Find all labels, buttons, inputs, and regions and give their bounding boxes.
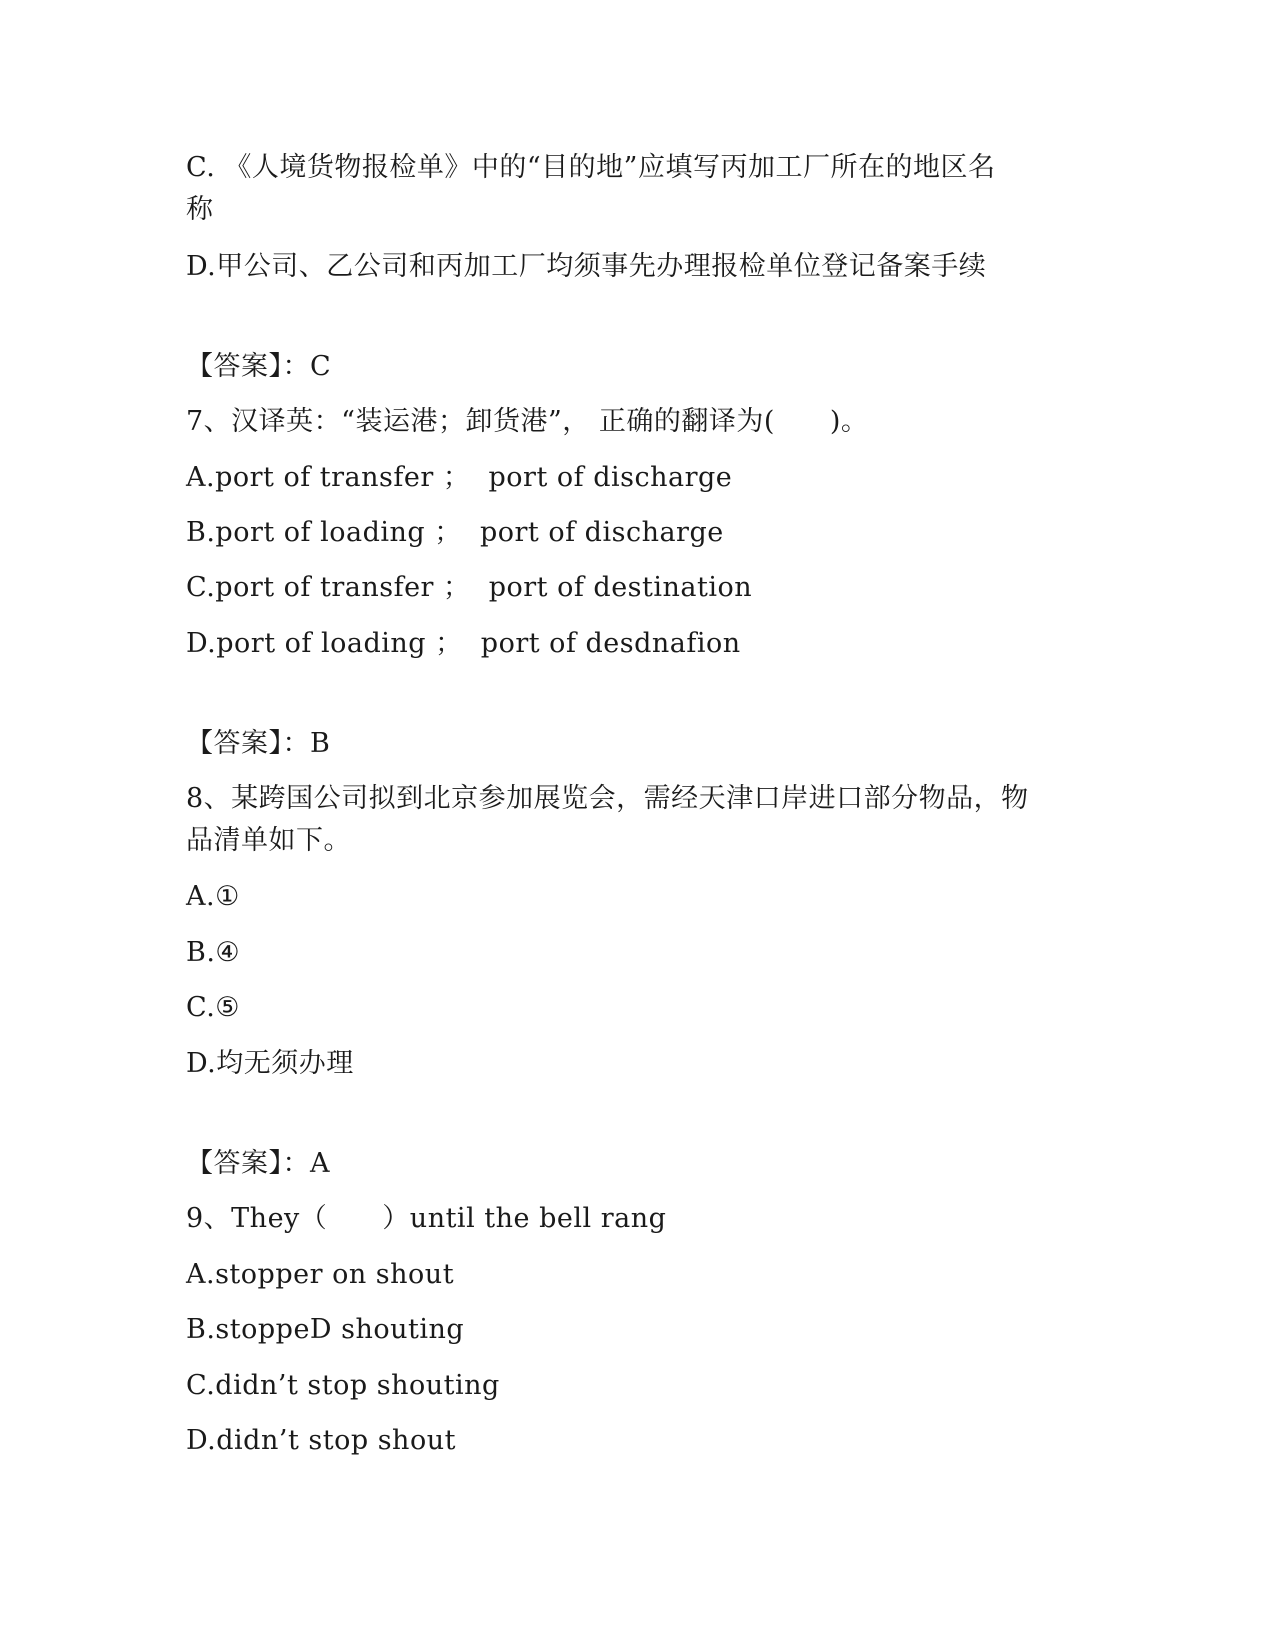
q7-answer: 【答案】：B	[186, 728, 331, 759]
q7-option-c: C.port of transfer ； port of destination	[186, 572, 753, 603]
q8-option-b: B.④	[186, 937, 241, 968]
q9-option-d: D.didn’t stop shout	[186, 1425, 456, 1456]
q6-answer: 【答案】：C	[186, 351, 332, 382]
q9-question: 9、They（ ）until the bell rang	[186, 1203, 667, 1234]
q6-option-c-line2: 称	[186, 194, 214, 225]
q7-option-a: A.port of transfer ； port of discharge	[186, 462, 733, 493]
q9-option-c: C.didn’t stop shouting	[186, 1370, 500, 1401]
q8-question-line1: 8、某跨国公司拟到北京参加展览会，需经天津口岸进口部分物品，物	[186, 783, 1029, 814]
q6-option-d: D.甲公司、乙公司和丙加工厂均须事先办理报检单位登记备案手续	[186, 251, 987, 282]
q6-option-c-line1: C. 《人境货物报检单》中的“目的地”应填写丙加工厂所在的地区名	[186, 152, 996, 183]
q8-option-c: C.⑤	[186, 992, 240, 1023]
q7-option-d: D.port of loading ； port of desdnafion	[186, 628, 741, 659]
q8-question-line2: 品清单如下。	[186, 825, 351, 856]
q7-question: 7、汉译英：“装运港；卸货港”， 正确的翻译为( )。	[186, 406, 869, 437]
q8-answer: 【答案】：A	[186, 1148, 330, 1179]
q8-option-d: D.均无须办理	[186, 1048, 354, 1079]
q9-option-b: B.stoppeD shouting	[186, 1314, 465, 1345]
q7-option-b: B.port of loading ； port of discharge	[186, 517, 724, 548]
q8-option-a: A.①	[186, 881, 240, 912]
q9-option-a: A.stopper on shout	[186, 1259, 455, 1290]
